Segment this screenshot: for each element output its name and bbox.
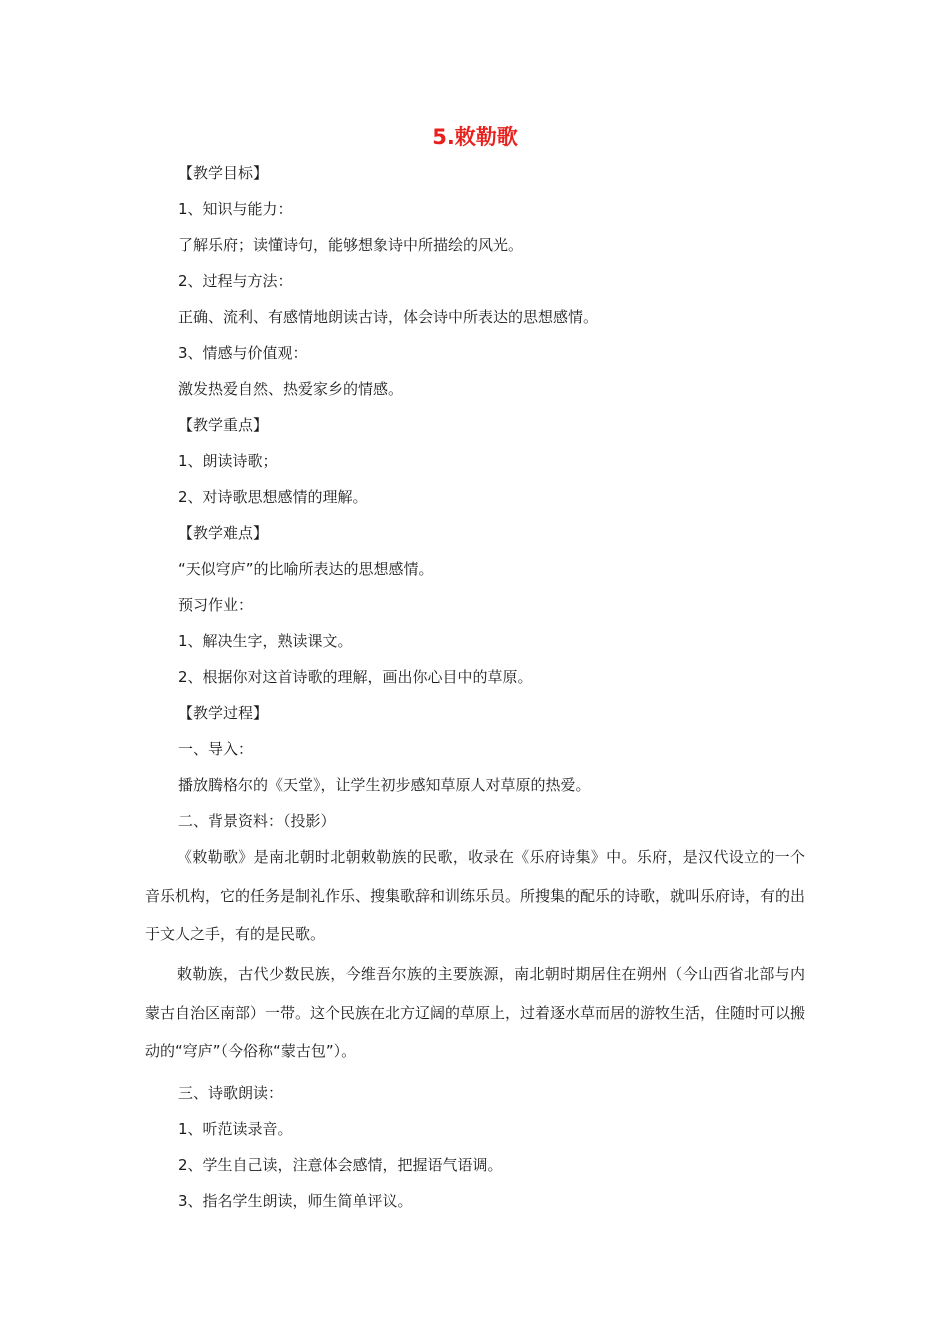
difficult-point-text: “天似穹庐”的比喻所表达的思想感情。 [178,560,434,578]
heading-key-points: 【教学重点】 [178,416,269,434]
step2-title: 二、背景资料：（投影） [178,812,336,830]
step2-paragraph-1: 《敕勒歌》是南北朝时北朝敕勒族的民歌，收录在《乐府诗集》中。乐府，是汉代设立的一个音乐机构，它的任务是制礼作乐、搜集歌辞和训练乐员。所搜集的配乐的诗歌，就叫乐府诗，有的出于文人之手，有的是民歌。 [145,848,806,943]
goal1-title: 1、知识与能力： [178,200,293,218]
step3-item-1: 1、听范读录音。 [178,1120,293,1138]
goal2-title: 2、过程与方法： [178,272,293,290]
step3-item-2: 2、学生自己读，注意体会感情，把握语气语调。 [178,1156,503,1174]
step3-title: 三、诗歌朗读： [178,1084,284,1102]
step1-title: 一、导入： [178,740,254,758]
goal2-text: 正确、流利、有感情地朗读古诗，体会诗中所表达的思想感情。 [178,308,599,326]
key-point-1: 1、朗读诗歌； [178,452,278,470]
step3-item-3: 3、指名学生朗读，师生简单评议。 [178,1192,413,1210]
preview-item-1: 1、解决生字，熟读课文。 [178,632,353,650]
goal3-title: 3、情感与价值观： [178,344,308,362]
key-point-2: 2、对诗歌思想感情的理解。 [178,488,368,506]
heading-difficult-points: 【教学难点】 [178,524,269,542]
step2-paragraph-2: 敕勒族，古代少数民族，今维吾尔族的主要族源，南北朝时期居住在朔州（今山西省北部与内蒙古自治区南部）一带。这个民族在北方辽阔的草原上，过着逐水草而居的游牧生活，住随时可以搬动的“穹庐”（今俗称“蒙古包”）。 [145,965,806,1060]
preview-title: 预习作业： [178,596,254,614]
heading-teaching-goals: 【教学目标】 [178,164,269,182]
heading-teaching-process: 【教学过程】 [178,704,269,722]
step1-text: 播放腾格尔的《天堂》，让学生初步感知草原人对草原的热爱。 [178,776,591,794]
document-title: 5.敕勒歌 [432,125,518,149]
preview-item-2: 2、根据你对这首诗歌的理解，画出你心目中的草原。 [178,668,533,686]
goal3-text: 激发热爱自然、热爱家乡的情感。 [178,380,404,398]
goal1-text: 了解乐府；读懂诗句，能够想象诗中所描绘的风光。 [178,236,524,254]
